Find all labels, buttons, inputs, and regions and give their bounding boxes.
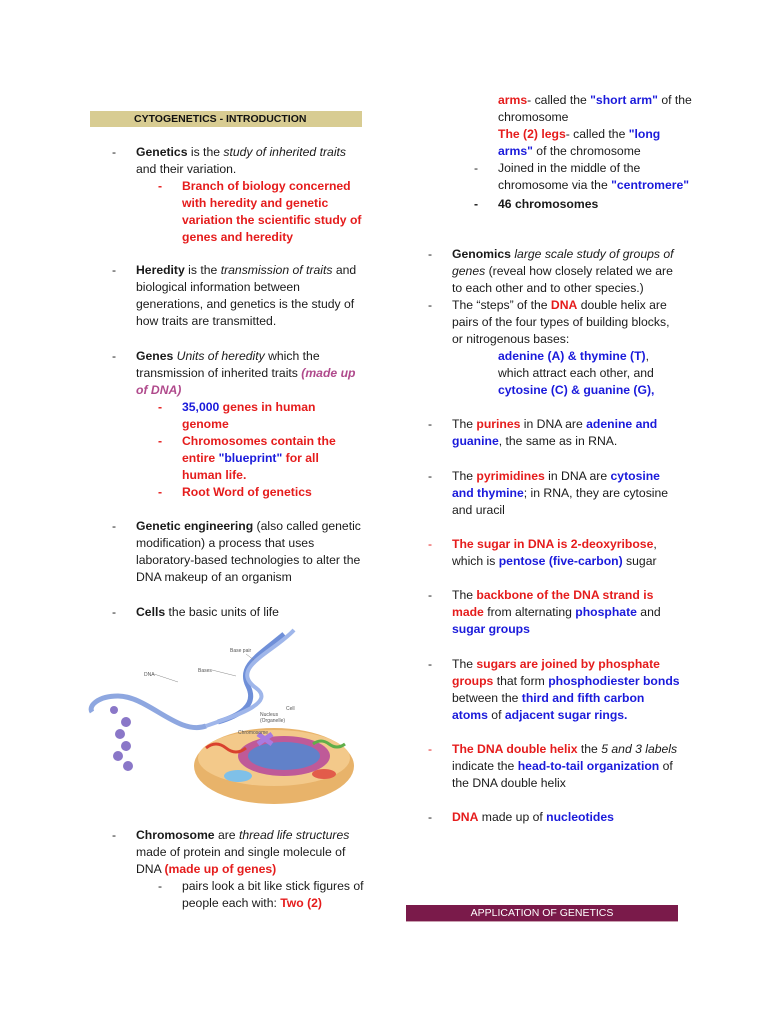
text-line: adenine (A) & thymine (T), xyxy=(498,349,649,363)
sub-item: - 35,000 genes in human genome xyxy=(158,399,332,433)
sub-item: - Branch of biology concerned with heredity and genetic variation the scientific study of genes and heredity xyxy=(158,178,362,246)
text-line: cytosine (C) & guanine (G), xyxy=(498,383,655,397)
list-item: - Chromosome are thread life structures made of protein and single molecule of DNA (made up of genes) xyxy=(112,827,362,878)
sub-item: - Root Word of genetics xyxy=(158,484,366,501)
helix-block xyxy=(428,741,680,792)
list-item: - The sugars are joined by phosphate groups that form phosphodiester bonds between the third and fifth carbon atoms of adjacent sugar rings. xyxy=(428,656,682,724)
list-item: - Genetic engineering (also called genetic modification) a process that uses laboratory-based technologies to alter the DNA makeup of an organism xyxy=(112,518,362,586)
section-header-cytogenetics: CYTOGENETICS - INTRODUCTION xyxy=(90,111,362,127)
sub-item: - Joined in the middle of the chromosome via the "centromere" xyxy=(474,160,696,194)
backbone-block xyxy=(428,587,680,638)
purines-block xyxy=(428,416,680,450)
cells-block xyxy=(112,604,362,621)
label-organelle: (Organelle) xyxy=(260,718,286,724)
label-chromosome: Chromosome xyxy=(238,730,269,736)
list-item: - The backbone of the DNA strand is made from alternating phosphate and sugar groups xyxy=(428,587,680,638)
list-item: - Genes Units of heredity which the transmission of inherited traits (made up of DNA) xyxy=(112,348,366,399)
list-item: - The “steps” of the DNA double helix are pairs of the four types of building blocks, or nitrogenous bases: xyxy=(428,297,680,348)
list-item: - The sugar in DNA is 2-deoxyribose, which is pentose (five-carbon) sugar xyxy=(428,536,680,570)
list-item: - The purines in DNA are adenine and guanine, the same as in RNA. xyxy=(428,416,680,450)
list-item: - Cells the basic units of life xyxy=(112,604,362,621)
text-line: arms- called the "short arm" of the chromosome xyxy=(498,93,692,124)
list-item: - Genetics is the study of inherited traits and their variation. xyxy=(112,144,362,178)
text-line: The (2) legs- called the "long arms" of the chromosome xyxy=(498,127,661,158)
heredity-block xyxy=(112,262,362,330)
term-genetics: Genetics xyxy=(136,145,188,159)
sub-item: - Chromosomes contain the entire "blueprint" for all human life. xyxy=(158,433,342,484)
list-item: - Genomics large scale study of groups of genes (reveal how closely related we are to each other and to other species.) xyxy=(428,246,680,297)
label-cell: Cell xyxy=(286,706,295,712)
sugars-block xyxy=(428,656,682,724)
list-item: - DNA made up of nucleotides xyxy=(428,809,680,826)
sugar-block xyxy=(428,536,680,570)
pyrimidines-block xyxy=(428,468,680,519)
text-line: which attract each other, and xyxy=(498,366,654,380)
dna-chromosome-cell-illustration xyxy=(88,626,364,808)
dna-helix-strand xyxy=(91,696,206,728)
list-item: - The pyrimidines in DNA are cytosine and thymine; in RNA, they are cytosine and uracil xyxy=(428,468,680,519)
chromosome-block xyxy=(112,827,362,912)
sub-item: - pairs look a bit like stick figures of people each with: Two (2) xyxy=(158,878,364,912)
list-item: - The DNA double helix the 5 and 3 labels indicate the head-to-tail organization of the DNA double helix xyxy=(428,741,680,792)
label-base-pair: Base pair xyxy=(230,648,252,654)
label-bases: Bases xyxy=(198,668,212,674)
sub-item: - 46 chromosomes xyxy=(474,196,696,213)
chromosome-continued xyxy=(474,92,696,213)
genetics-block xyxy=(112,144,362,246)
genomics-block xyxy=(428,246,680,399)
label-dna: DNA xyxy=(144,672,155,678)
genes-block xyxy=(112,348,366,501)
engineering-block xyxy=(112,518,362,586)
label-nucleus: Nucleus xyxy=(260,712,279,718)
nucleotides-block xyxy=(428,809,680,826)
list-item: - Heredity is the transmission of traits and biological information between generations, and genetics is the study of how traits are transmitted. xyxy=(112,262,362,330)
section-header-application: APPLICATION OF GENETICS xyxy=(406,905,678,922)
